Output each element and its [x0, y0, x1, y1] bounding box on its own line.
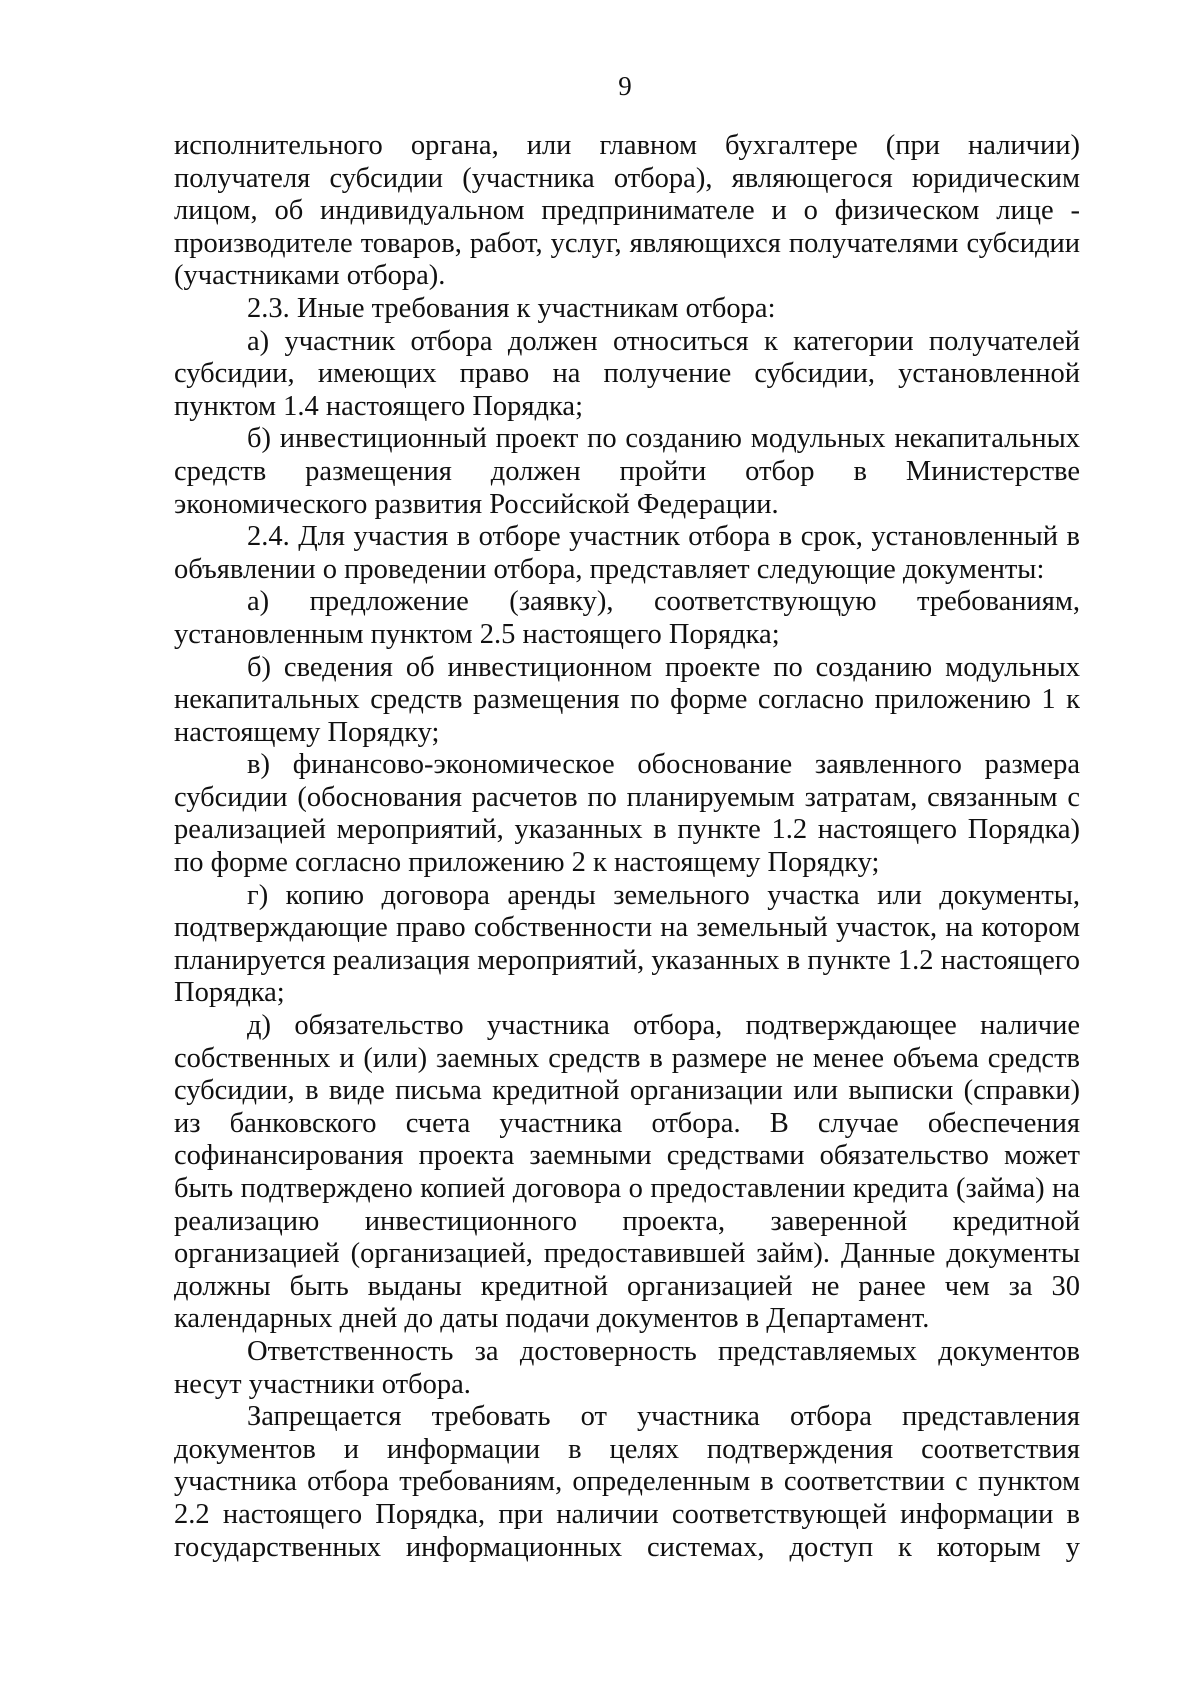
- paragraph-2-4-v: в) финансово-экономическое обоснование заявленного размера субсидии (обоснования расчетов по планируемым затратам, связанным с реализацией мероприятий, указанных в пункте 1.2 настоящего Порядка) по форме согласно приложению 2 к настоящему Порядку;: [174, 749, 1080, 879]
- paragraph-2-3-heading: 2.3. Иные требования к участникам отбора:: [247, 292, 776, 324]
- paragraph-2-4-d: д) обязательство участника отбора, подтверждающее наличие собственных и (или) заемных средств в размере не менее объема средств субсидии, в виде письма кредитной организации или выписки (справки) из банковского счета участника отбора. В случае обеспечения софинансирования проекта заемными средствами обязательство может быть подтверждено копией договора о предоставлении кредита (займа) на реализацию инвестиционного проекта, заверенной кредитной организацией (организацией, предоставившей займ). Данные документы должны быть выданы кредитной организацией не ранее чем за 30 календарных дней до даты подачи документов в Департамент.: [174, 1010, 1080, 1335]
- paragraph-prohibition: Запрещается требовать от участника отбора представления документов и информации в целях подтверждения соответствия участника отбора требованиям, определенным в соответствии с пунктом 2.2 настоящего Порядка, при наличии соответствующей информации в государственных информационных системах, доступ к которым у: [174, 1401, 1080, 1563]
- document-body: [174, 130, 1080, 1564]
- paragraph-responsibility: Ответственность за достоверность представляемых документов несут участники отбора.: [174, 1335, 1080, 1400]
- paragraph-continuation: исполнительного органа, или главном бухгалтере (при наличии) получателя субсидии (участника отбора), являющегося юридическим лицом, об индивидуальном предпринимателе и о физическом лице - производителе товаров, работ, услуг, являющихся получателями субсидии (участниками отбора).: [174, 130, 1080, 292]
- paragraph-2-4-g: г) копию договора аренды земельного участка или документы, подтверждающие право собственности на земельный участок, на котором планируется реализация мероприятий, указанных в пункте 1.2 настоящего Порядка;: [174, 879, 1080, 1009]
- paragraph-2-4-b: б) сведения об инвестиционном проекте по созданию модульных некапитальных средств размещения по форме согласно приложению 1 к настоящему Порядку;: [174, 651, 1080, 748]
- paragraph-2-3-b: б) инвестиционный проект по созданию модульных некапитальных средств размещения должен пройти отбор в Министерстве экономического развития Российской Федерации.: [174, 423, 1080, 520]
- page-number: 9: [618, 71, 632, 101]
- paragraph-2-3-a: а) участник отбора должен относиться к категории получателей субсидии, имеющих право на получение субсидии, установленной пунктом 1.4 настоящего Порядка;: [174, 325, 1080, 422]
- paragraph-2-4-intro: 2.4. Для участия в отборе участник отбора в срок, установленный в объявлении о проведении отбора, представляет следующие документы:: [174, 521, 1080, 585]
- paragraph-2-4-a: а) предложение (заявку), соответствующую требованиям, установленным пунктом 2.5 настоящего Порядка;: [174, 586, 1080, 650]
